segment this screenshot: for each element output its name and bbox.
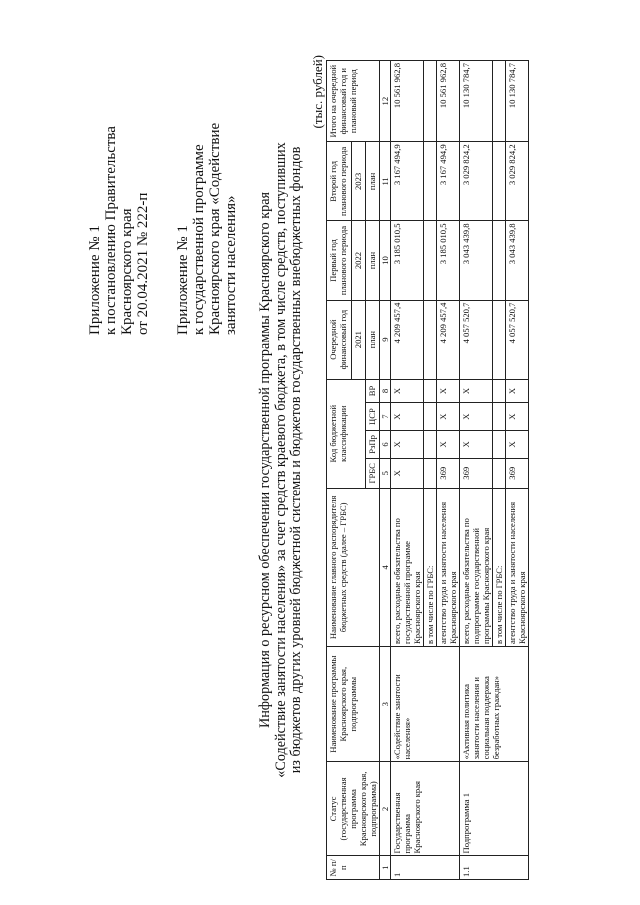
- header-code: ЦСР: [365, 403, 379, 431]
- code-cell: 369: [506, 458, 529, 488]
- table-row: [391, 61, 424, 880]
- header-num: № п/п: [327, 856, 380, 880]
- rotated-landscape-content: [20, 25, 620, 895]
- value-cell: 3 185 010,5: [437, 221, 460, 300]
- header-code: РзПр: [365, 431, 379, 459]
- column-number: 8: [380, 379, 391, 403]
- table-row: [460, 61, 493, 880]
- row-program-name: «Содействие занятости населения»: [391, 646, 460, 761]
- header-total: Итого на очередной финансовый год и плановый период: [327, 61, 380, 142]
- code-cell: X: [437, 379, 460, 403]
- value-cell: 4 209 457,4: [391, 300, 424, 379]
- code-cell: X: [391, 403, 424, 431]
- code-cell: 369: [460, 458, 493, 488]
- row-status: Государственная программа Красноярского края: [391, 762, 460, 856]
- appendix-line: Красноярского края: [119, 208, 135, 335]
- header-grbs-name: Наименование главного распорядителя бюджетных средств (далее – ГРБС): [327, 488, 380, 646]
- header-year-value: 2021: [351, 300, 365, 379]
- row-agency-name: агентство труда и занятости населения Красноярского края: [506, 488, 529, 646]
- column-number: 11: [380, 142, 391, 221]
- row-total-label: всего, расходные обязательства по государственной программе Красноярского края: [391, 488, 424, 646]
- code-cell: X: [391, 431, 424, 459]
- value-cell: 3 167 494,9: [391, 142, 424, 221]
- value-cell: 3 185 010,5: [391, 221, 424, 300]
- row-total-label: всего, расходные обязательства по подпрограмме государственной программы Красноярского края: [460, 488, 493, 646]
- header-plan: план: [365, 300, 379, 379]
- code-cell: X: [460, 379, 493, 403]
- header-year-2023: Второй год планового периода: [327, 142, 352, 221]
- code-cell: X: [391, 379, 424, 403]
- appendix-program-block: [175, 123, 239, 335]
- row-program-name: «Активная политика занятости населения и социальная поддержка безработных граждан»: [460, 646, 529, 761]
- header-plan: план: [365, 142, 379, 221]
- value-cell: 4 057 520,7: [460, 300, 493, 379]
- code-cell: X: [506, 431, 529, 459]
- value-cell: 10 130 784,7: [460, 61, 493, 142]
- appendix-line: Приложение № 1: [175, 225, 191, 335]
- value-cell: 10 561 962,8: [391, 61, 424, 142]
- value-cell: 3 167 494,9: [437, 142, 460, 221]
- code-cell: X: [391, 458, 424, 488]
- row-including-label: в том числе по ГРБС:: [493, 488, 506, 646]
- column-number-row: [380, 61, 391, 880]
- row-status: Подпрограмма 1: [460, 762, 529, 856]
- header-code-group: Код бюджетной классификации: [327, 379, 366, 488]
- appendix-line: Красноярского края «Содействие: [207, 122, 223, 335]
- row-num: 1.1: [460, 856, 529, 880]
- value-cell: 3 043 439,8: [506, 221, 529, 300]
- header-row: [327, 61, 352, 880]
- appendix-line: к постановлению Правительства: [103, 126, 119, 335]
- row-agency-name: агентство труда и занятости населения Красноярского края: [437, 488, 460, 646]
- value-cell: 3 029 824,2: [506, 142, 529, 221]
- column-number: 3: [380, 646, 391, 761]
- value-cell: 3 029 824,2: [460, 142, 493, 221]
- value-cell: 10 561 962,8: [437, 61, 460, 142]
- column-number: 12: [380, 61, 391, 142]
- title-line: «Содействие занятости населения» за счет средств краевого бюджета, в том числе средств, поступивших: [272, 142, 289, 778]
- column-number: 9: [380, 300, 391, 379]
- code-cell: X: [437, 431, 460, 459]
- header-plan: план: [365, 221, 379, 300]
- code-cell: 369: [437, 458, 460, 488]
- header-name: Наименование программы Красноярского края, подпрограммы: [327, 646, 380, 761]
- row-num: 1: [391, 856, 460, 880]
- column-number: 4: [380, 488, 391, 646]
- resource-table: [326, 60, 529, 880]
- code-cell: X: [460, 403, 493, 431]
- unit-label: (тыс. рублей): [310, 55, 325, 129]
- appendix-line: от 20.04.2021 № 222-п: [135, 192, 151, 335]
- header-year-value: 2022: [351, 221, 365, 300]
- header-code: ГРБС: [365, 458, 379, 488]
- code-cell: X: [506, 403, 529, 431]
- column-number: 10: [380, 221, 391, 300]
- header-year-2021: Очередной финансовый год: [327, 300, 352, 379]
- row-including-label: в том числе по ГРБС:: [424, 488, 437, 646]
- header-year-2022: Первый год планового периода: [327, 221, 352, 300]
- value-cell: 4 057 520,7: [506, 300, 529, 379]
- column-number: 2: [380, 762, 391, 856]
- title-line: Информация о ресурсном обеспечении государственной программы Красноярского края: [257, 191, 273, 729]
- appendix-line: к государственной программе: [191, 144, 207, 335]
- code-cell: X: [437, 403, 460, 431]
- appendix-line: занятости населения»: [223, 195, 239, 335]
- value-cell: 4 209 457,4: [437, 300, 460, 379]
- value-cell: 10 130 784,7: [506, 61, 529, 142]
- appendix-line: Приложение № 1: [87, 225, 103, 335]
- code-cell: X: [506, 379, 529, 403]
- header-status: Статус (государственная программа Красноярского края, подпрограмма): [327, 762, 380, 856]
- value-cell: 3 043 439,8: [460, 221, 493, 300]
- column-number: 7: [380, 403, 391, 431]
- document-title: [258, 25, 305, 895]
- column-number: 5: [380, 458, 391, 488]
- header-code: ВР: [365, 379, 379, 403]
- appendix-resolution-block: [87, 126, 151, 335]
- column-number: 6: [380, 431, 391, 459]
- title-line: из бюджетов других уровней бюджетной системы и бюджетов государственных внебюджетных фондов: [288, 146, 304, 774]
- header-year-value: 2023: [351, 142, 365, 221]
- column-number: 1: [380, 856, 391, 880]
- code-cell: X: [460, 431, 493, 459]
